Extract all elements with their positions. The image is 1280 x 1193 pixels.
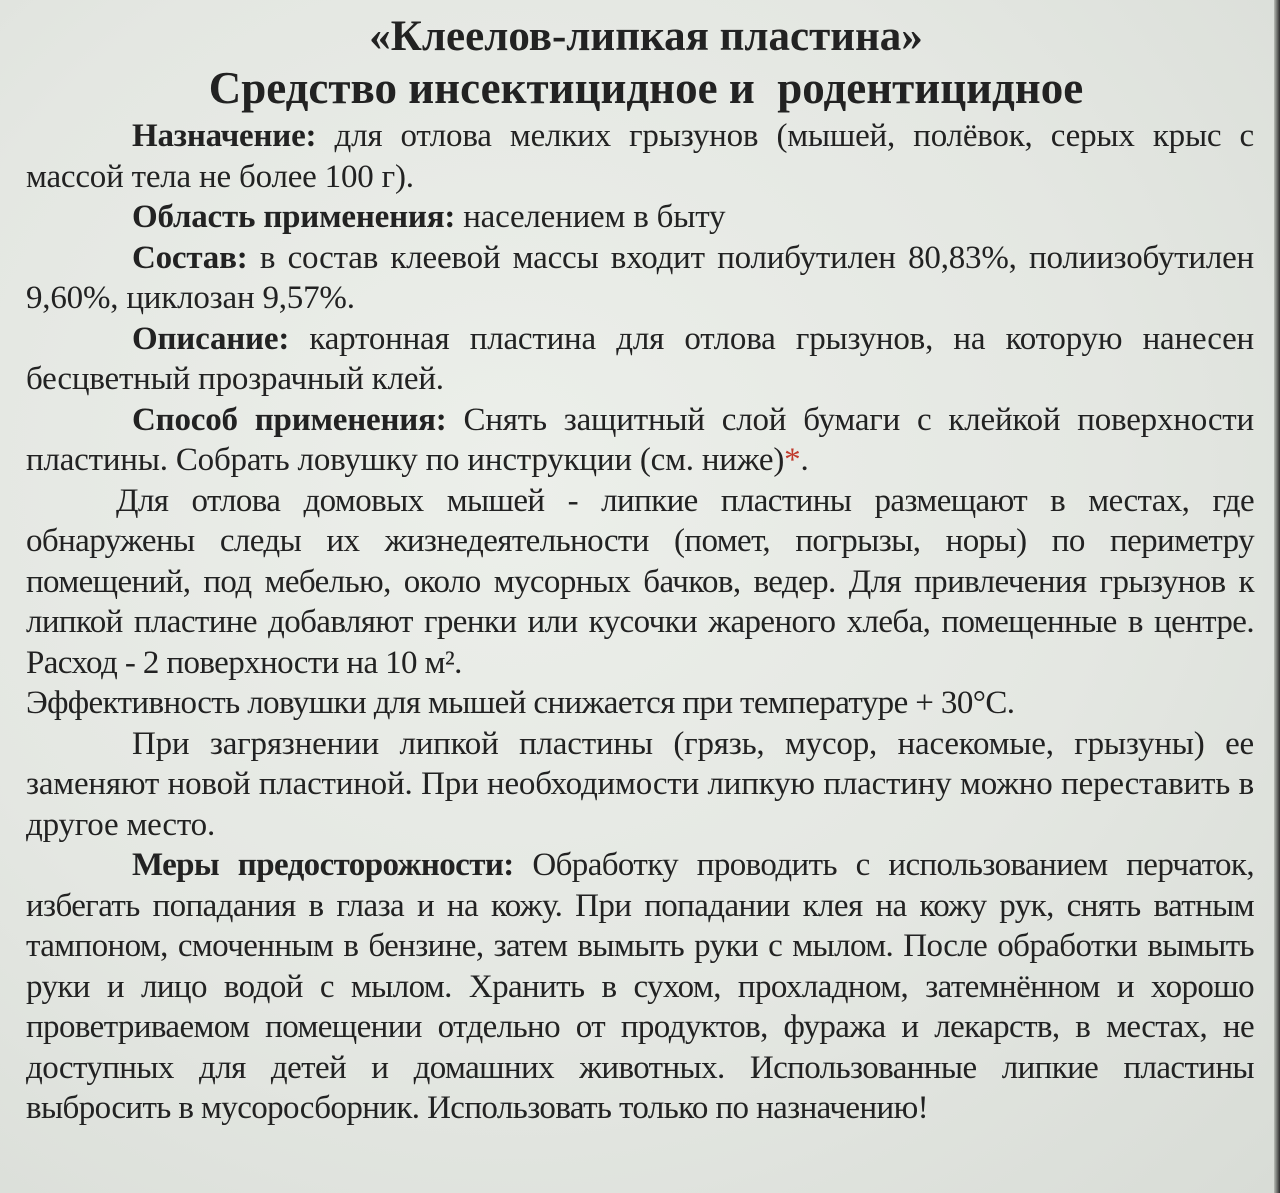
usage-label: Способ применения: (132, 401, 447, 438)
purpose-label: Назначение: (132, 118, 317, 154)
asterisk-mark: * (784, 442, 801, 478)
purpose-text: для отлова мелких грызунов (мышей, полёвок, серых крыс с массой тела не более 100 г). (26, 118, 1254, 195)
composition-label: Состав: (132, 239, 248, 276)
product-title: «Клеелов-липкая пластина» (369, 13, 923, 60)
precautions-text: Обработку проводить с использованием перчаток, избегать попадания в глаза и на кожу. При попадании клея на кожу рук, снять ватным тампоном, смоченным в бензине, затем вымыть руки с мылом. После обработки вымыть руки и лицо водой с мылом. Хранить в сухом, прохладном, затемнённом и хорошо проветриваемом помещении отдельно от продуктов, фуража и лекарств, в местах, не доступных для детей и домашних животных. Использованные липкие пластины выбросить в мусоросборник. Использовать только по назначению! (26, 847, 1254, 1126)
usage-text: Снять защитный слой бумаги с клейкой поверхности пластины. Собрать ловушку по инструкции (см. ниже) (26, 401, 1254, 478)
precautions-label: Меры предосторожности: (132, 847, 514, 883)
precautions-paragraph (26, 845, 1254, 1129)
mice-instructions-paragraph (26, 481, 1254, 684)
product-subtitle: Средство инсектицидное и родентицидное (208, 63, 1084, 113)
mice-instructions-text: Для отлова домовых мышей - липкие пластины размещают в местах, где обнаружены следы их жизнедеятельности (помет, погрызы, норы) по периметру помещений, под мебелью, около мусорных бачков, ведер. Для привлечения грызунов к липкой пластине добавляют гренки или кусочки жареного хлеба, помещенные в центре. Расход - 2 поверхности на 10 м². (26, 482, 1254, 681)
description-label: Описание: (132, 320, 290, 357)
replacement-paragraph (26, 724, 1254, 846)
box-edge (1274, 0, 1280, 1193)
efficiency-paragraph (26, 683, 1254, 724)
description-paragraph (26, 319, 1254, 400)
efficiency-text: Эффективность ловушки для мышей снижается при температуре + 30°С. (26, 685, 1015, 721)
composition-paragraph (26, 238, 1254, 319)
scope-paragraph (26, 197, 1254, 238)
scope-label: Область применения: (132, 199, 456, 235)
replacement-text: При загрязнении липкой пластины (грязь, мусор, насекомые, грызуны) ее заменяют новой пластиной. При необходимости липкую пластину можно переставить в другое место. (26, 725, 1254, 843)
usage-paragraph (26, 400, 1254, 481)
composition-text: в состав клеевой массы входит полибутилен 80,83%, полиизобутилен 9,60%, циклозан 9,57%. (26, 239, 1254, 316)
purpose-paragraph (26, 116, 1254, 197)
scope-text: населением в быту (455, 199, 726, 235)
usage-tail: . (800, 442, 809, 478)
description-text: картонная пластина для отлова грызунов, на которую нанесен бесцветный прозрачный клей. (26, 320, 1254, 397)
